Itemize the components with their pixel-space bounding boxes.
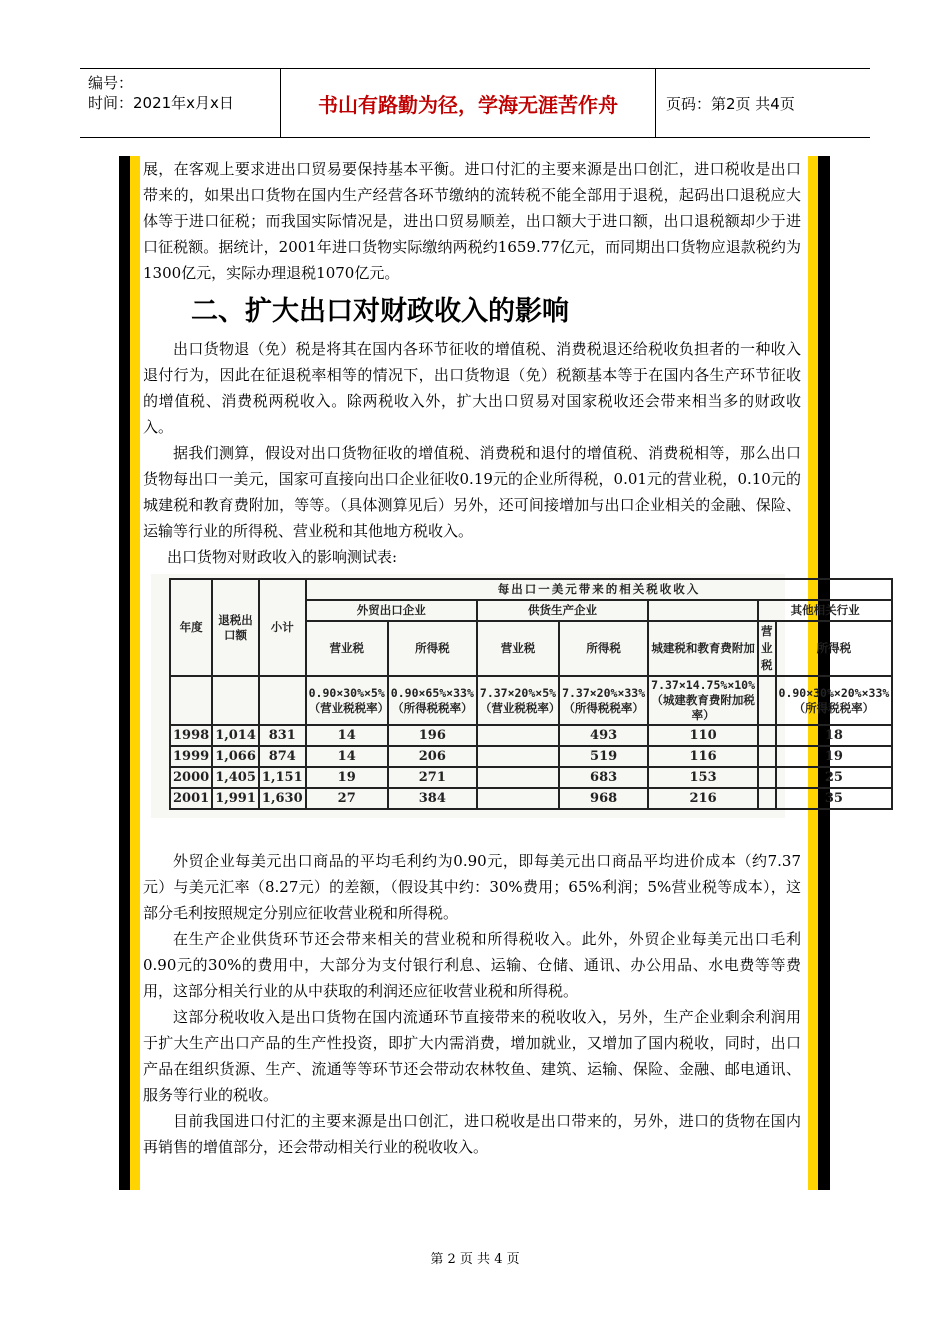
cell-empty — [477, 788, 559, 809]
formula-spacer — [170, 676, 212, 725]
cell-citytax: 216 — [648, 788, 758, 809]
motto: 书山有路勤为径，学海无涯苦作舟 — [280, 69, 656, 137]
cell-trade-income: 384 — [388, 788, 477, 809]
formula-other-income: 0.90×30%×20%×33%（所得税税率） — [776, 676, 893, 725]
table-row — [170, 788, 892, 809]
formula-spacer — [259, 676, 306, 725]
table-caption: 出口货物对财政收入的影响测试表: — [167, 548, 398, 566]
h-other-income: 所得税 — [776, 621, 893, 676]
group-trade: 外贸出口企业 — [306, 600, 477, 621]
cell-empty — [477, 725, 559, 746]
paragraph: 出口货物退（免）税是将其在国内各环节征收的增值税、消费税退还给税收负担者的一种收入退付行为，因此在征退税率相等的情况下，出口货物退（免）税额基本等于在国内各生产环节征收的增值税、消费税两税收入。除两税收入外，扩大出口贸易对国家税收还会带来相当多的财政收入。 — [143, 340, 801, 436]
table-row — [170, 767, 892, 788]
cell-year: 2000 — [170, 767, 212, 788]
time-label: 时间：2021年x月x日 — [88, 94, 234, 112]
header-meta — [80, 69, 280, 137]
cell-year: 1999 — [170, 746, 212, 767]
page-content — [143, 156, 890, 1160]
cell-supply-income: 683 — [559, 767, 648, 788]
formula-supply-business: 7.37×20%×5%（营业税税率） — [477, 676, 559, 725]
cell-subtotal: 1,630 — [259, 788, 306, 809]
col-subtotal: 小计 — [259, 579, 306, 676]
cell-trade-business: 14 — [306, 746, 388, 767]
cell-empty — [477, 767, 559, 788]
h-supply-business: 营业税 — [477, 621, 559, 676]
table-row — [170, 746, 892, 767]
paragraph: 这部分税收收入是出口货物在国内流通环节直接带来的税收收入，另外，生产企业剩余利润用于扩大生产出口产品的生产性投资，即扩大内需消费，增加就业，又增加了国内税收，同时，出口产品在组织货源、生产、流通等等环节还会带动农林牧鱼、建筑、运输、保险、金融、邮电通讯、服务等行业的税收。 — [143, 1008, 801, 1104]
h-supply-income: 所得税 — [559, 621, 648, 676]
cell-empty — [758, 725, 776, 746]
blank-header — [648, 600, 758, 621]
cell-supply-income: 493 — [559, 725, 648, 746]
cell-refund: 1,014 — [212, 725, 259, 746]
cell-subtotal: 1,151 — [259, 767, 306, 788]
cell-supply-income: 968 — [559, 788, 648, 809]
cell-trade-income: 196 — [388, 725, 477, 746]
cell-other-income: 25 — [776, 767, 893, 788]
tax-table — [169, 578, 893, 810]
cell-trade-business: 14 — [306, 725, 388, 746]
formula-other-business — [758, 676, 776, 725]
group-other: 其他相关行业 — [758, 600, 892, 621]
h-trade-business: 营业税 — [306, 621, 388, 676]
left-border-black — [119, 156, 130, 1190]
paragraph: 外贸企业每美元出口商品的平均毛利约为0.90元，即每美元出口商品平均进价成本（约7.37元）与美元汇率（8.27元）的差额，（假设其中约：30%费用；65%利润；5%营业税等成本），这部分毛利按照规定分别应征收营业税和所得税。 — [143, 852, 801, 922]
section-title: 二、扩大出口对财政收入的影响 — [191, 296, 569, 327]
number-label: 编号： — [88, 74, 134, 92]
cell-citytax: 110 — [648, 725, 758, 746]
formula-spacer — [212, 676, 259, 725]
cell-subtotal: 874 — [259, 746, 306, 767]
formula-trade-business: 0.90×30%×5%（营业税税率） — [306, 676, 388, 725]
col-refund: 退税出口额 — [212, 579, 259, 676]
h-citytax: 城建税和教育费附加 — [648, 621, 758, 676]
h-other-business: 营业税 — [758, 621, 776, 676]
cell-refund: 1,405 — [212, 767, 259, 788]
cell-year: 2001 — [170, 788, 212, 809]
paragraph: 在生产企业供货环节还会带来相关的营业税和所得税收入。此外，外贸企业每美元出口毛利0.90元的30%的费用中，大部分为支付银行利息、运输、仓储、通讯、办公用品、水电费等等费用，这部分相关行业的从中获取的利润还应征收营业税和所得税。 — [143, 930, 801, 1000]
formula-trade-income: 0.90×65%×33%（所得税税率） — [388, 676, 477, 725]
paragraph: 展，在客观上要求进出口贸易要保持基本平衡。进口付汇的主要来源是出口创汇，进口税收是出口带来的，如果出口货物在国内生产经营各环节缴纳的流转税不能全部用于退税，起码出口退税应大体等于进口征税；而我国实际情况是，进出口贸易顺差，出口额大于进口额，出口退税额却少于进口征税额。据统计，2001年进口货物实际缴纳两税约1659.77亿元，而同期出口货物应退款税约为1300亿元，实际办理退税1070亿元。 — [143, 160, 801, 282]
cell-empty — [758, 788, 776, 809]
cell-trade-income: 206 — [388, 746, 477, 767]
formula-supply-income: 7.37×20%×33%（所得税税率） — [559, 676, 648, 725]
cell-empty — [758, 767, 776, 788]
page-label: 页码：第2页 共4页 — [666, 94, 795, 113]
cell-refund: 1,066 — [212, 746, 259, 767]
top-header: 每出口一美元带来的相关税收收入 — [306, 579, 893, 600]
h-trade-income: 所得税 — [388, 621, 477, 676]
cell-other-income: 35 — [776, 788, 893, 809]
left-border-yellow — [130, 156, 140, 1190]
cell-refund: 1,991 — [212, 788, 259, 809]
formula-citytax: 7.37×14.75%×10%（城建教育费附加税率） — [648, 676, 758, 725]
cell-trade-income: 271 — [388, 767, 477, 788]
page-footer: 第 2 页 共 4 页 — [430, 1252, 520, 1267]
cell-supply-income: 519 — [559, 746, 648, 767]
cell-year: 1998 — [170, 725, 212, 746]
cell-other-income: 18 — [776, 725, 893, 746]
cell-trade-business: 27 — [306, 788, 388, 809]
cell-empty — [758, 746, 776, 767]
paragraph: 据我们测算，假设对出口货物征收的增值税、消费税和退付的增值税、消费税相等，那么出口货物每出口一美元，国家可直接向出口企业征收0.19元的企业所得税，0.01元的营业税，0.10元的城建税和教育费附加，等等。（具体测算见后）另外，还可间接增加与出口企业相关的金融、保险、运输等行业的所得税、营业税和其他地方税收入。 — [143, 444, 801, 540]
col-year: 年度 — [170, 579, 212, 676]
page-header — [80, 68, 870, 138]
table-image — [151, 574, 890, 818]
paragraph: 目前我国进口付汇的主要来源是出口创汇，进口税收是出口带来的，另外，进口的货物在国内再销售的增值部分，还会带动相关行业的税收收入。 — [143, 1112, 801, 1156]
cell-trade-business: 19 — [306, 767, 388, 788]
cell-other-income: 19 — [776, 746, 893, 767]
table-row — [170, 725, 892, 746]
cell-citytax: 116 — [648, 746, 758, 767]
cell-subtotal: 831 — [259, 725, 306, 746]
cell-empty — [477, 746, 559, 767]
cell-citytax: 153 — [648, 767, 758, 788]
group-supply: 供货生产企业 — [477, 600, 648, 621]
